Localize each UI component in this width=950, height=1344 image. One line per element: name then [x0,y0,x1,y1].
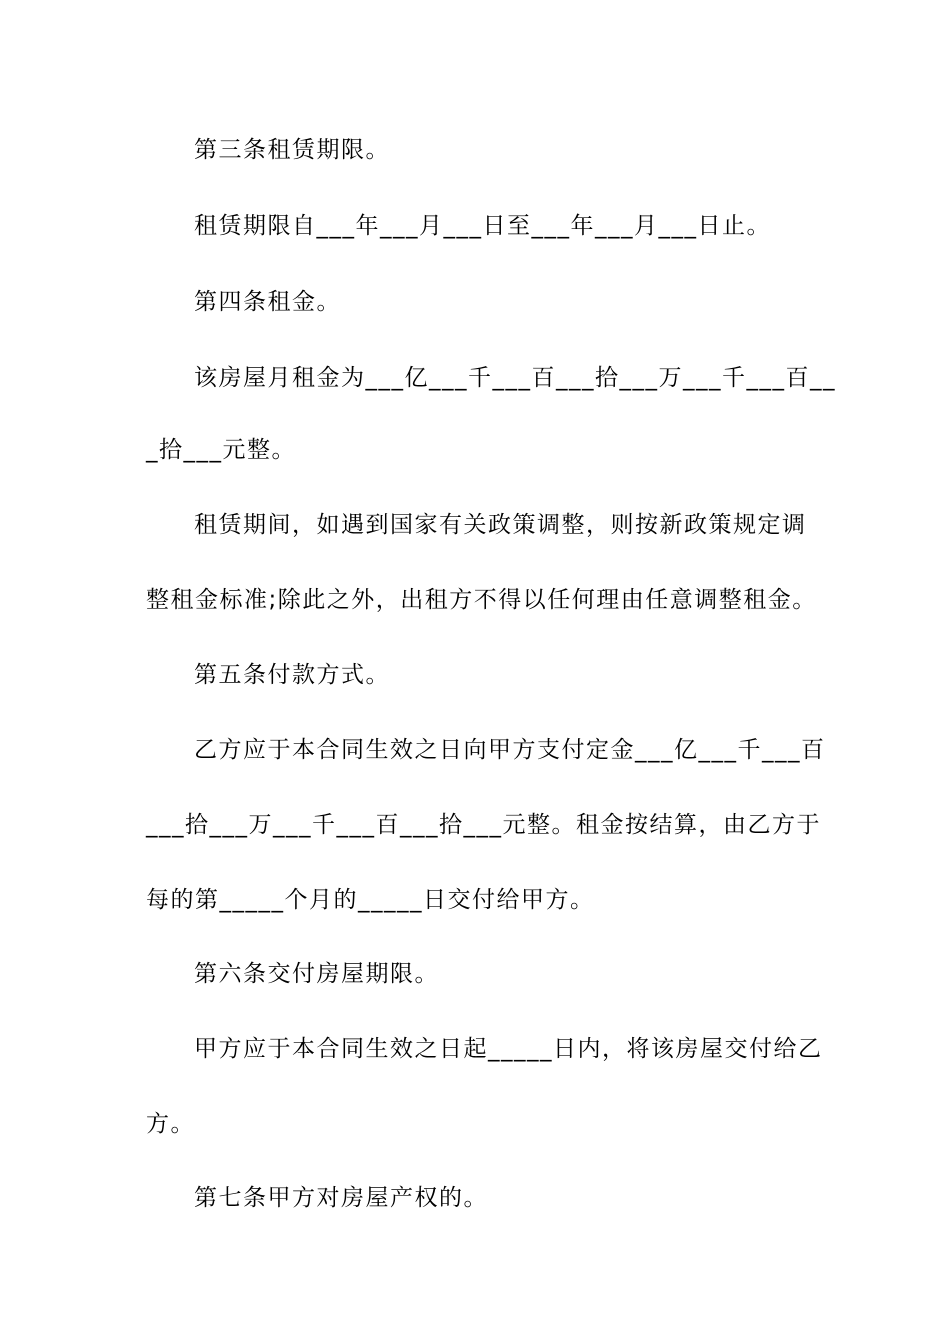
payment-text-line-3: 每的第_____个月的_____日交付给甲方。 [146,887,595,913]
lease-term-text: 租赁期限自___年___月___日至___年___月___日止。 [194,213,771,239]
payment-text-line-2: ___拾___万___千___百___拾___元整。租金按结算，由乙方于 [146,812,821,838]
rent-adjustment-text-line-2: 整租金标准;除此之外，出租方不得以任何理由任意调整租金。 [146,587,817,613]
article-7-heading: 第七条甲方对房屋产权的。 [194,1185,488,1211]
rent-adjustment-text-line-1: 租赁期间，如遇到国家有关政策调整，则按新政策规定调 [194,512,807,538]
delivery-text-line-2: 方。 [146,1111,195,1137]
rent-amount-text-line-2: _拾___元整。 [146,437,296,463]
article-3-heading: 第三条租赁期限。 [194,137,390,163]
article-6-heading: 第六条交付房屋期限。 [194,961,439,987]
article-4-heading: 第四条租金。 [194,289,341,315]
article-5-heading: 第五条付款方式。 [194,662,390,688]
rent-amount-text-line-1: 该房屋月租金为___亿___千___百___拾___万___千___百__ [194,365,836,391]
payment-text-line-1: 乙方应于本合同生效之日向甲方支付定金___亿___千___百 [194,737,826,763]
delivery-text-line-1: 甲方应于本合同生效之日起_____日内，将该房屋交付给乙 [194,1036,823,1062]
